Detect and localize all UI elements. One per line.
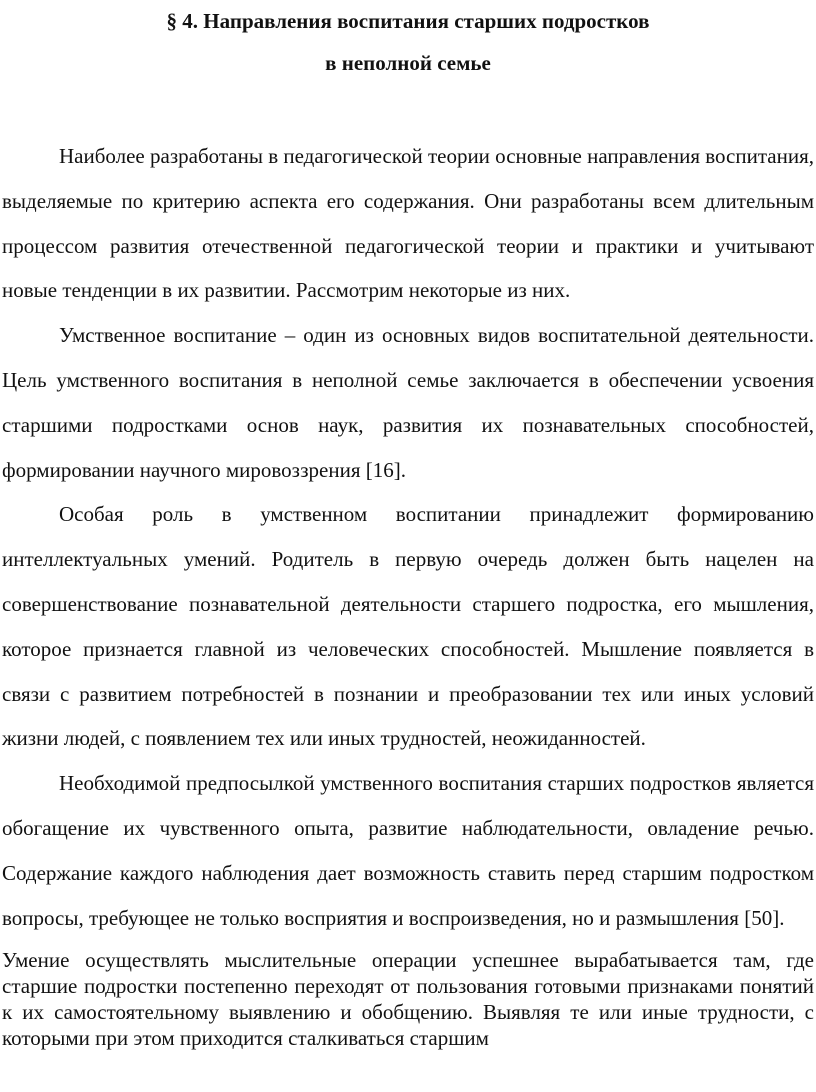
section-heading-line-1: § 4. Направления воспитания старших подростков: [166, 9, 650, 33]
paragraph-5: Умение осуществлять мыслительные операции успешнее вырабатывается там, где старшие подростки постепенно переходят от пользования готовыми признаками понятий к их самостоятельному выявлению и обобщению. Выявляя те или иные трудности, с которыми при этом приходится сталкиваться старшим: [2, 948, 814, 1051]
paragraph-3: Особая роль в умственном воспитании принадлежит формированию интеллектуальных умений. Родитель в первую очередь должен быть нацелен на совершенствование познавательной деятельности старшего подростка, его мышления, которое признается главной из человеческих способностей. Мышление появляется в связи с развитием потребностей в познании и преобразовании тех или иных условий жизни людей, с появлением тех или иных трудностей, неожиданностей.: [2, 502, 814, 751]
paragraph-1: Наиболее разработаны в педагогической теории основные направления воспитания, выделяемые по критерию аспекта его содержания. Они разработаны всем длительным процессом развития отечественной педагогической теории и практики и учитывают новые тенденции в их развитии. Рассмотрим некоторые из них.: [2, 144, 814, 303]
section-heading-line-2: в неполной семье: [325, 51, 491, 75]
paragraph-4: Необходимой предпосылкой умственного воспитания старших подростков является обогащение их чувственного опыта, развитие наблюдательности, овладение речью. Содержание каждого наблюдения дает возможность ставить перед старшим подростком вопросы, требующее не только восприятия и воспроизведения, но и размышления [50].: [2, 771, 814, 930]
heading-spacer: [2, 84, 814, 134]
paragraph-2: Умственное воспитание – один из основных видов воспитательной деятельности. Цель умственного воспитания в неполной семье заключается в обеспечении усвоения старшими подростками основ наук, развития их познавательных способностей, формировании научного мировоззрения [16].: [2, 323, 814, 482]
